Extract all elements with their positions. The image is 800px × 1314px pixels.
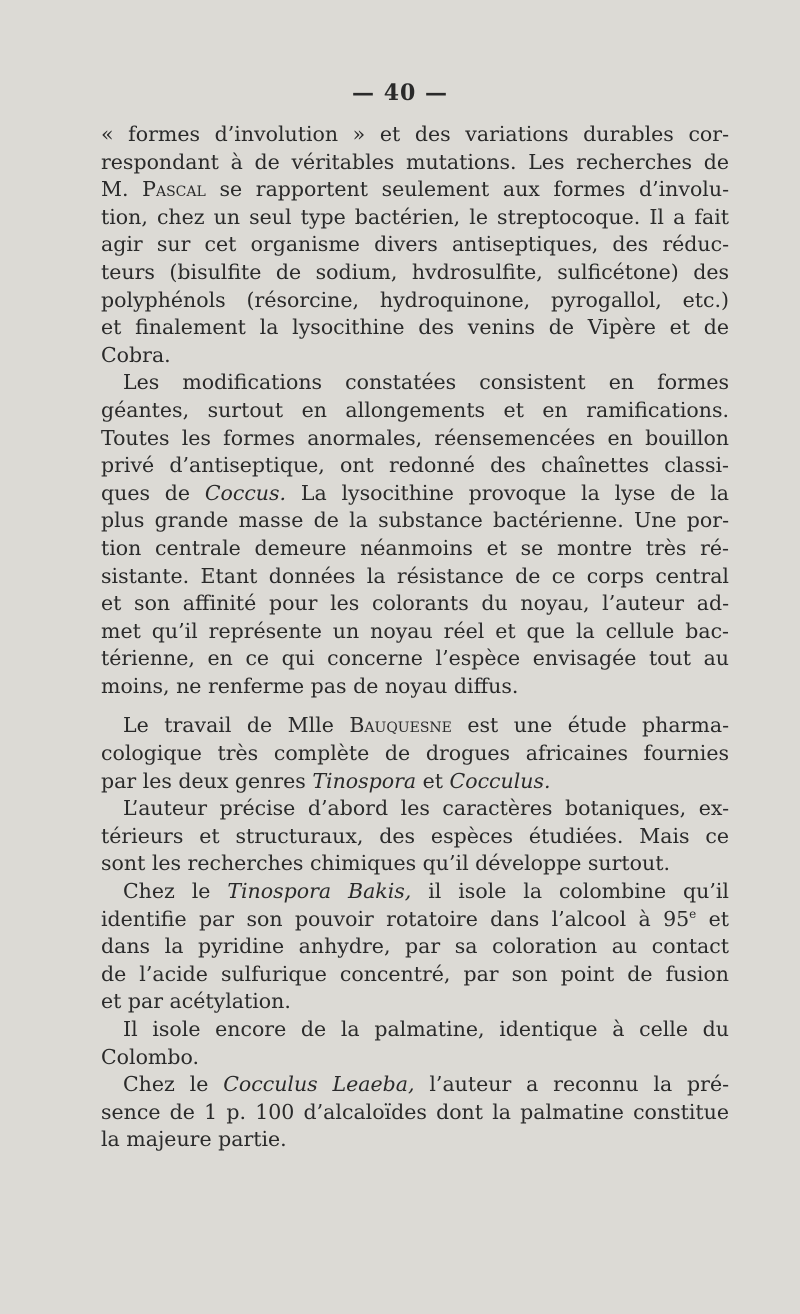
text-line: ques de Coccus. La lysocithine provoque la lyse de la <box>101 480 729 505</box>
text-line: Le travail de Mlle Bauquesne est une étude pharma- <box>123 713 729 738</box>
author-name: Pascal <box>142 177 206 202</box>
text-line: Chez le Cocculus Leaeba, l’auteur a reconnu la pré- <box>123 1072 730 1097</box>
text-line: Cobra. <box>101 342 171 367</box>
text-line: respondant à de véritables mutations. Les recherches de <box>101 149 729 174</box>
text-line: térieurs et structuraux, des espèces étudiées. Mais ce <box>101 823 729 848</box>
text-line: agir sur cet organisme divers antiseptiques, des réduc- <box>101 232 729 257</box>
text-line: et par acétylation. <box>101 989 291 1014</box>
text-line: M. Pascal se rapportent seulement aux formes d’involu- <box>101 177 729 202</box>
text-line: sence de 1 p. 100 d’alcaloïdes dont la palmatine constitue <box>101 1099 729 1124</box>
text-line: polyphénols (résorcine, hydroquinone, pyrogallol, etc.) <box>101 287 729 312</box>
species-name: Tinospora Bakis, <box>227 879 412 904</box>
text-line: teurs (bisulfite de sodium, hvdrosulfite, sulficétone) des <box>101 259 729 284</box>
text-line: de l’acide sulfurique concentré, par son point de fusion <box>101 961 729 986</box>
text-line: privé d’antiseptique, ont redonné des chaînettes classi- <box>101 453 729 478</box>
text-line: Colombo. <box>101 1044 199 1069</box>
genus-name: Cocculus. <box>449 768 551 793</box>
text-line: Il isole encore de la palmatine, identique à celle du <box>123 1017 729 1041</box>
text-line: par les deux genres Tinospora et Cocculus. <box>101 768 551 793</box>
text-line: dans la pyridine anhydre, par sa coloration au contact <box>101 934 729 959</box>
genus-name: Tinospora <box>312 768 417 793</box>
text-line: géantes, surtout en allongements et en ramifications. <box>101 397 729 422</box>
text-line: sistante. Etant données la résistance de ce corps central <box>101 563 729 588</box>
genus-name: Coccus. <box>204 480 287 505</box>
text-line: et son affinité pour les colorants du noyau, l’auteur ad- <box>101 591 729 616</box>
text-line: moins, ne renferme pas de noyau diffus. <box>101 673 519 698</box>
author-name: Bauquesne <box>349 713 452 738</box>
species-name: Cocculus Leaeba, <box>223 1072 415 1097</box>
text-line: cologique très complète de drogues africaines fournies <box>101 741 729 766</box>
text-line: Chez le Tinospora Bakis, il isole la colombine qu’il <box>123 879 729 904</box>
text-line: la majeure partie. <box>101 1127 287 1152</box>
text-line: térienne, en ce qui concerne l’espèce envisagée tout au <box>101 646 729 671</box>
text-line: tion, chez un seul type bactérien, le streptocoque. Il a fait <box>101 204 729 229</box>
superscript: e <box>689 906 697 921</box>
text-line: sont les recherches chimiques qu’il développe surtout. <box>101 851 670 876</box>
text-line: Toutes les formes anormales, réensemencées en bouillon <box>101 425 729 450</box>
text-line: identifie par son pouvoir rotatoire dans l’alcool à 95e et <box>101 906 729 931</box>
text-line: plus grande masse de la substance bactérienne. Une por- <box>101 508 729 533</box>
text-line: et finalement la lysocithine des venins de Vipère et de <box>101 315 729 340</box>
text-line: « formes d’involution » et des variations durables cor- <box>101 122 729 146</box>
body-text <box>101 121 729 1154</box>
page-number: — 40 — <box>352 80 448 106</box>
text-line: met qu’il représente un noyau réel et que la cellule bac- <box>101 618 729 643</box>
text-line: L’auteur précise d’abord les caractères botaniques, ex- <box>123 796 729 821</box>
text-line: tion centrale demeure néanmoins et se montre très ré- <box>101 535 729 560</box>
text-line: Les modifications constatées consistent en formes <box>123 370 729 395</box>
